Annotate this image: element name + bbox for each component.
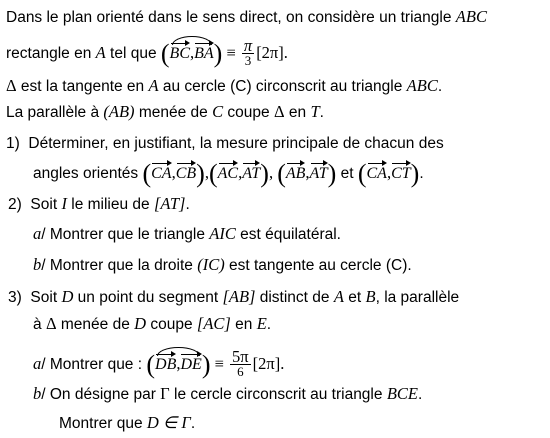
line-10 xyxy=(8,286,459,309)
vector: CA xyxy=(367,163,387,185)
comma: , xyxy=(190,43,195,62)
math: D ∈ Γ xyxy=(146,413,191,432)
paren: ) xyxy=(327,159,337,188)
math: BCE xyxy=(386,384,418,403)
text: en xyxy=(230,316,257,333)
line-9 xyxy=(33,254,412,277)
item-number: 3) xyxy=(8,289,22,306)
comma: , xyxy=(204,163,209,182)
comma: , xyxy=(171,163,176,182)
numerator: 5π xyxy=(232,347,249,367)
line-4 xyxy=(6,101,324,124)
paren: ( xyxy=(146,350,156,379)
text: est tangente au cercle (C). xyxy=(224,257,412,274)
math: I xyxy=(61,194,67,213)
comma: , xyxy=(305,163,310,182)
fraction xyxy=(242,36,254,69)
text: et xyxy=(336,165,358,182)
paren: ) xyxy=(196,159,205,188)
text: . xyxy=(417,386,423,403)
text: rectangle en xyxy=(6,45,96,62)
denominator: 6 xyxy=(237,364,244,380)
comma: , xyxy=(386,163,392,182)
math: [AC] xyxy=(196,314,231,333)
text: menée de xyxy=(56,316,135,333)
text: . xyxy=(185,196,190,213)
equiv: ≡ xyxy=(222,43,240,62)
vector: DE xyxy=(180,354,201,376)
text: Soit xyxy=(30,196,62,213)
text: est la tangente en xyxy=(16,78,149,95)
modulo: [2π]. xyxy=(252,354,285,373)
comma: , xyxy=(176,354,181,373)
line-3 xyxy=(6,75,442,98)
text: / On désigne par xyxy=(41,386,161,403)
math: (IC) xyxy=(197,255,225,274)
math: D xyxy=(61,287,74,306)
math: a xyxy=(33,354,42,373)
math: [AT] xyxy=(153,194,186,213)
text: . xyxy=(266,316,272,333)
math: D xyxy=(134,314,147,333)
math: b xyxy=(33,255,42,274)
text: Dans le plan orienté dans le sens direct, on considère un triangle xyxy=(6,9,456,26)
math: (AB) xyxy=(103,102,135,121)
vector: AT xyxy=(310,163,328,185)
text: et xyxy=(343,289,366,306)
vector: CB xyxy=(176,163,196,185)
vector: AB xyxy=(286,163,306,185)
math: a xyxy=(33,224,42,243)
line-1 xyxy=(6,6,487,29)
vector: BC xyxy=(170,43,190,65)
text: Soit xyxy=(30,289,62,306)
text: / Montrer que : xyxy=(41,356,147,373)
text: menée de xyxy=(134,104,213,121)
text: à xyxy=(33,316,46,333)
math: Δ xyxy=(6,76,17,95)
item-number: 2) xyxy=(8,196,22,213)
text: La parallèle à xyxy=(6,104,104,121)
text: . xyxy=(190,415,196,432)
math: b xyxy=(33,384,42,403)
math: B xyxy=(365,287,376,306)
text: angles orientés xyxy=(33,165,143,182)
line-6 xyxy=(33,159,424,188)
item-number: 1) xyxy=(6,135,20,152)
math: E xyxy=(256,314,267,333)
math: A xyxy=(148,76,159,95)
angle-arc xyxy=(170,36,214,65)
math: Γ xyxy=(160,384,170,403)
text: au cercle (C) circonscrit au triangle xyxy=(158,78,407,95)
paren: ) xyxy=(410,159,420,188)
text: coupe xyxy=(223,104,274,121)
paren: ( xyxy=(142,159,152,188)
text: . xyxy=(419,165,424,182)
numerator: π xyxy=(243,36,253,56)
text: Déterminer, en justifiant, la mesure principale de chacun des xyxy=(28,135,444,152)
math: C xyxy=(212,102,224,121)
vector: CA xyxy=(151,163,171,185)
line-5 xyxy=(6,133,444,155)
text: distinct de xyxy=(255,289,334,306)
line-2 xyxy=(6,36,288,68)
comma: , xyxy=(238,163,243,182)
paren: ( xyxy=(160,39,170,68)
paren: ( xyxy=(277,159,286,188)
equiv: ≡ xyxy=(210,354,229,373)
angle-arc xyxy=(155,347,202,376)
denominator: 3 xyxy=(244,53,252,69)
vector: AC xyxy=(218,163,238,185)
modulo: [2π]. xyxy=(256,43,288,62)
line-8 xyxy=(33,223,341,246)
math: ABC xyxy=(455,7,487,26)
vector: AT xyxy=(242,163,260,185)
paren: ) xyxy=(260,159,269,188)
paren: ( xyxy=(357,159,367,188)
vector: DB xyxy=(155,354,176,376)
text: / Montrer que la droite xyxy=(41,257,198,274)
math: ABC xyxy=(406,76,438,95)
text: . xyxy=(319,104,324,121)
text: . xyxy=(437,78,443,95)
text: tel que xyxy=(105,45,161,62)
paren: ) xyxy=(201,350,211,379)
text: un point du segment xyxy=(73,289,223,306)
text: le milieu de xyxy=(66,196,154,213)
text: / Montrer que le triangle xyxy=(41,226,210,243)
text: , la parallèle xyxy=(375,289,460,306)
math: Δ xyxy=(273,102,285,121)
text: en xyxy=(284,104,311,121)
line-13 xyxy=(33,383,422,406)
line-14 xyxy=(59,412,195,435)
math: A xyxy=(95,43,106,62)
fraction xyxy=(230,347,251,380)
comma: , xyxy=(268,163,278,182)
math: [AB] xyxy=(222,287,256,306)
text: coupe xyxy=(146,316,197,333)
vector: CT xyxy=(391,163,411,185)
line-7 xyxy=(8,193,190,216)
line-12 xyxy=(33,347,284,379)
text: Montrer que xyxy=(59,415,147,432)
line-11 xyxy=(33,313,271,336)
math: AIC xyxy=(209,224,236,243)
vector: BA xyxy=(194,43,214,65)
paren: ) xyxy=(213,39,223,68)
paren: ( xyxy=(208,159,218,188)
math: Δ xyxy=(45,314,57,333)
math: A xyxy=(333,287,344,306)
math: T xyxy=(310,102,320,121)
text: le cercle circonscrit au triangle xyxy=(169,386,387,403)
text: est équilatéral. xyxy=(235,226,341,243)
